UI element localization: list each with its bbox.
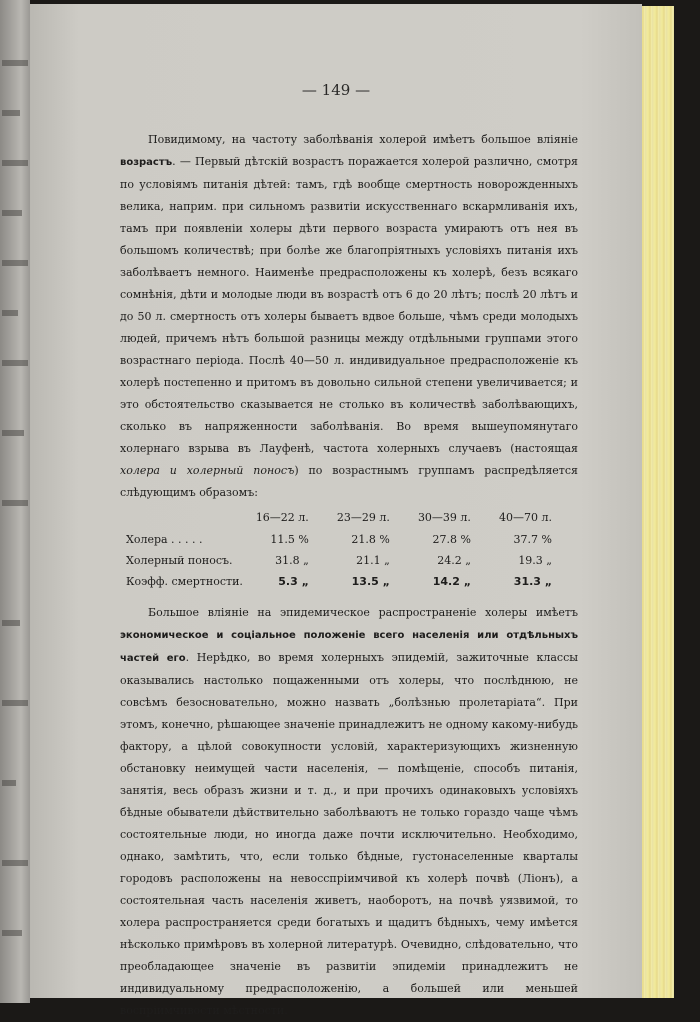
table-header: 23—29 л. bbox=[336, 511, 390, 524]
para1-text-a: Повидимому, на частоту заболѣванія холерой имѣетъ большое вліяніе bbox=[148, 133, 578, 146]
page-number: — 149 — bbox=[301, 81, 371, 99]
table-header: 30—39 л. bbox=[417, 511, 471, 524]
table-header: 40—70 л. bbox=[499, 511, 552, 524]
table-cell: 21.8 % bbox=[351, 533, 390, 546]
book-page bbox=[30, 4, 642, 1017]
table-cell: 19.3 „ bbox=[518, 554, 552, 567]
table-cell: 37.7 % bbox=[513, 533, 552, 546]
age-statistics-table bbox=[126, 506, 578, 592]
table-cell: 31.8 „ bbox=[275, 554, 309, 567]
table-cell: 14.2 „ bbox=[432, 575, 471, 588]
para2-text-a: Большое вліяніе на эпидемическое распространеніе холеры имѣетъ bbox=[148, 606, 578, 619]
page-text bbox=[120, 129, 578, 1022]
table-cell: 11.5 % bbox=[270, 533, 309, 546]
table-cell: 5.3 „ bbox=[278, 575, 309, 588]
table-header: 16—22 л. bbox=[255, 511, 309, 524]
para1-bold-term: возрастъ bbox=[120, 157, 173, 168]
para1-text-c: ) по возрастнымъ группамъ распредѣляется слѣдующимъ образомъ: bbox=[120, 464, 578, 499]
para2-text-b: . Нерѣдко, во время холерныхъ эпидемій, зажиточные классы оказывались настолько пощаженными отъ холеры, что послѣднюю, не совсѣмъ безосновательно, можно назвать „болѣзнью пролетаріата“. При этомъ, конечно, рѣшающее значеніе принадлежитъ не одному какому-нибудь фактору, а цѣлой совокупности условій, характеризующихъ жизненную обстановку неимущей части населенія, — помѣщеніе, способъ питанія, занятія, весь образъ жизни и т. д., и при прочихъ одинаковыхъ условіяхъ бѣдные обыватели дѣйствительно заболѣваютъ не только гораздо чаще чѣмъ состоятельные люди, но иногда даже почти исключительно. Необходимо, однако, замѣтить, что, если только бѣдные, густонаселенные кварталы городовъ расположены на невосспріимчивой къ холерѣ почвѣ (Ліонъ), а состоятельная часть населенія живетъ, наоборотъ, на почвѣ уязвимой, то холера распространяется среди богатыхъ и щадитъ бѣдныхъ, чему имѣется нѣсколько примѣровъ въ холерной литературѣ. Очевидно, слѣдовательно, что преобладающее значеніе въ развитіи эпидеміи принадлежитъ не индивидуальному предрасположенію, а большей или меньшей воспріимчивости мѣстности. bbox=[120, 651, 578, 1017]
facing-page-edge bbox=[0, 0, 30, 1003]
table-cell: 27.8 % bbox=[432, 533, 471, 546]
table-cell: 21.1 „ bbox=[356, 554, 390, 567]
row-label: Холерный поносъ. bbox=[126, 554, 233, 567]
table-row bbox=[126, 529, 578, 550]
page-stack-edge bbox=[638, 6, 674, 998]
table-cell: 24.2 „ bbox=[437, 554, 471, 567]
table-cell: 31.3 „ bbox=[513, 575, 552, 588]
table-cell: 13.5 „ bbox=[351, 575, 390, 588]
para1-italic-term: холера и холерный поносъ bbox=[120, 464, 295, 477]
para1-text-b: . — Первый дѣтскій возрастъ поражается холерой различно, смотря по условіямъ питанія дѣтей: тамъ, гдѣ вообще смертность новорожденныхъ велика, наприм. при сильномъ развитіи искусственнаго вскармливанія ихъ, тамъ при появленіи холеры дѣти первого возраста умираютъ отъ нея въ большомъ количествѣ; при болѣе же благопріятныхъ условіяхъ питанія ихъ заболѣваетъ немного. Наименѣе предрасположены къ холерѣ, безъ всякаго сомнѣнія, дѣти и молодые люди въ возрастѣ отъ 6 до 20 лѣтъ; послѣ 20 лѣтъ и до 50 л. смертность отъ холеры бываетъ вдвое больше, чѣмъ среди молодыхъ людей, причемъ нѣтъ большой разницы между отдѣльными группами этого возрастнаго періода. Послѣ 40—50 л. индивидуальное предрасположеніе къ холерѣ постепенно и притомъ въ довольно сильной степени увеличивается; и это обстоятельство сказывается не столько въ количествѣ заболѣвающихъ, сколько въ напряженности заболѣванія. Во время вышеупомянутаго холернаго взрыва въ Лауфенѣ, частота холерныхъ случаевъ (настоящая bbox=[120, 155, 578, 455]
paragraph-age bbox=[120, 129, 578, 504]
table-row bbox=[126, 571, 578, 592]
row-label: Коэфф. смертности. bbox=[126, 575, 243, 588]
row-label: Холера . . . . . bbox=[126, 533, 203, 546]
paragraph-social bbox=[120, 602, 578, 1022]
para2-bold-term: экономическое и соціальное положеніе всего населенія или отдѣльныхъ частей его bbox=[120, 630, 578, 664]
table-row bbox=[126, 550, 578, 571]
table-header-row bbox=[126, 506, 578, 529]
